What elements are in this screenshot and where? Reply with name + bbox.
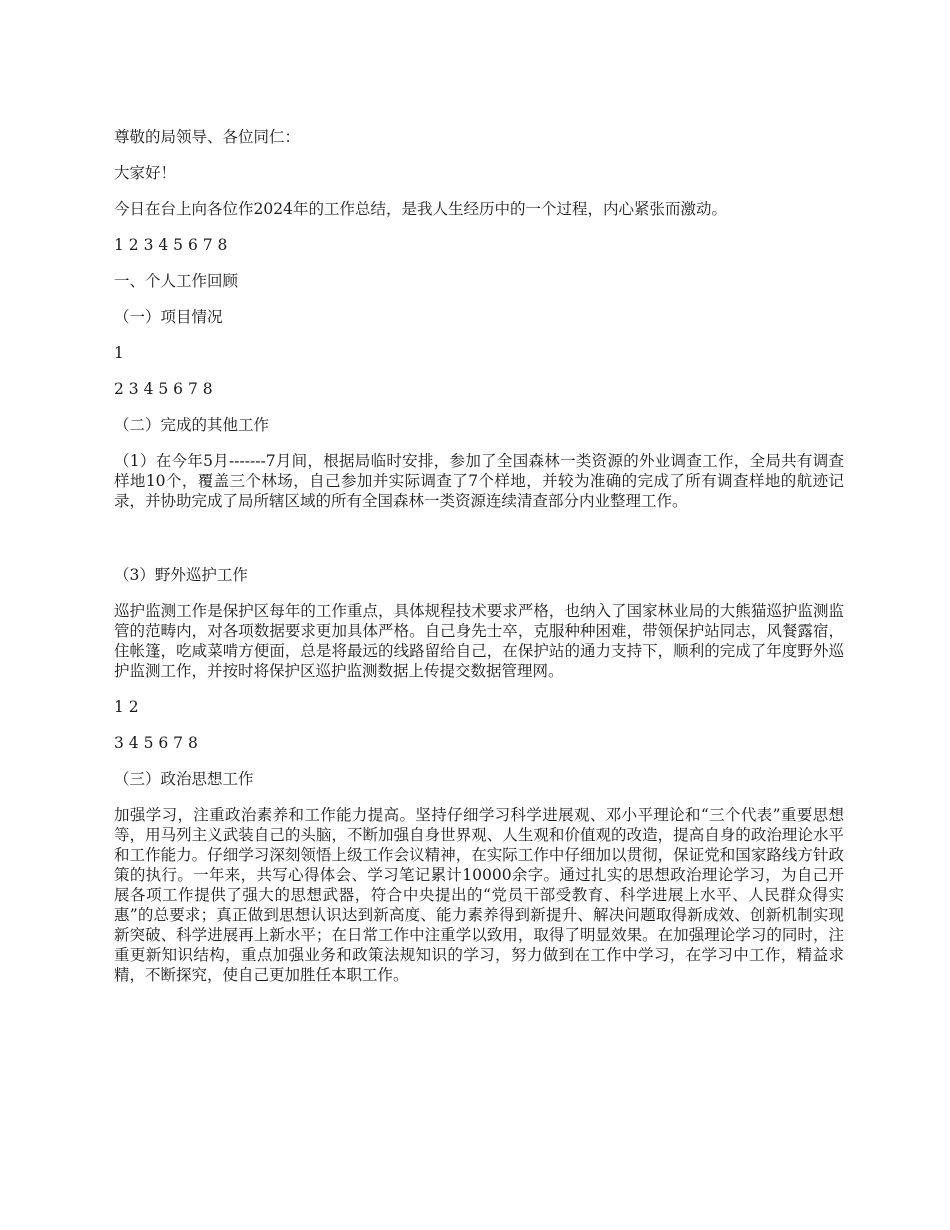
document-page xyxy=(114,127,844,985)
item1-paragraph: （1）在今年5月-------7月间，根据局临时安排，参加了全国森林一类资源的外业调查工作，全局共有调查样地10个，覆盖三个林场，自己参加并实际调查了7个样地，并较为准确的完成了所有调查样地的航迹记录，并协助完成了局所辖区域的所有全国森林一类资源连续清查部分内业整理工作。 xyxy=(114,452,844,510)
page-numbers-2: 1 xyxy=(114,344,124,362)
item3-heading: （3）野外巡护工作 xyxy=(114,566,248,584)
subsection3-heading: （三）政治思想工作 xyxy=(114,770,254,788)
hello: 大家好！ xyxy=(114,164,177,182)
page-numbers-3: 2 3 4 5 6 7 8 xyxy=(114,380,213,398)
item3-paragraph: 巡护监测工作是保护区每年的工作重点，具体规程技术要求严格，也纳入了国家林业局的大熊猫巡护监测监管的范畴内，对各项数据要求更加具体严格。自己身先士卒，克服种种困难，带领保护站同志，风餐露宿，住帐篷，吃咸菜啃方便面，总是将最远的线路留给自己，在保护站的通力支持下，顺利的完成了年度野外巡护监测工作，并按时将保护区巡护监测数据上传提交数据管理网。 xyxy=(114,602,844,680)
subsection2-heading: （二）完成的其他工作 xyxy=(114,416,270,434)
subsection1-heading: （一）项目情况 xyxy=(114,308,223,326)
section1-heading: 一、个人工作回顾 xyxy=(114,272,239,290)
page-numbers-4: 1 2 xyxy=(114,698,139,716)
politics-paragraph: 加强学习，注重政治素养和工作能力提高。坚持仔细学习科学进展观、邓小平理论和“三个代表”重要思想等，用马列主义武装自己的头脑，不断加强自身世界观、人生观和价值观的改造，提高自身的政治理论水平和工作能力。仔细学习深刻领悟上级工作会议精神，在实际工作中仔细加以贯彻，保证党和国家路线方针政策的执行。一年来，共写心得体会、学习笔记累计10000余字。通过扎实的思想政治理论学习，为自己开展各项工作提供了强大的思想武器，符合中央提出的“党员干部受教育、科学进展上水平、人民群众得实惠”的总要求；真正做到思想认识达到新高度、能力素养得到新提升、解决问题取得新成效、创新机制实现新突破、科学进展再上新水平；在日常工作中注重学以致用，取得了明显效果。在加强理论学习的同时，注重更新知识结构，重点加强业务和政策法规知识的学习，努力做到在工作中学习，在学习中工作，精益求精，不断探究，使自己更加胜任本职工作。 xyxy=(114,806,844,984)
intro-paragraph: 今日在台上向各位作2024年的工作总结，是我人生经历中的一个过程，内心紧张而激动。 xyxy=(114,200,727,218)
greeting: 尊敬的局领导、各位同仁： xyxy=(114,128,301,146)
page-numbers-1: 1 2 3 4 5 6 7 8 xyxy=(114,236,228,254)
page-numbers-5: 3 4 5 6 7 8 xyxy=(114,734,198,752)
